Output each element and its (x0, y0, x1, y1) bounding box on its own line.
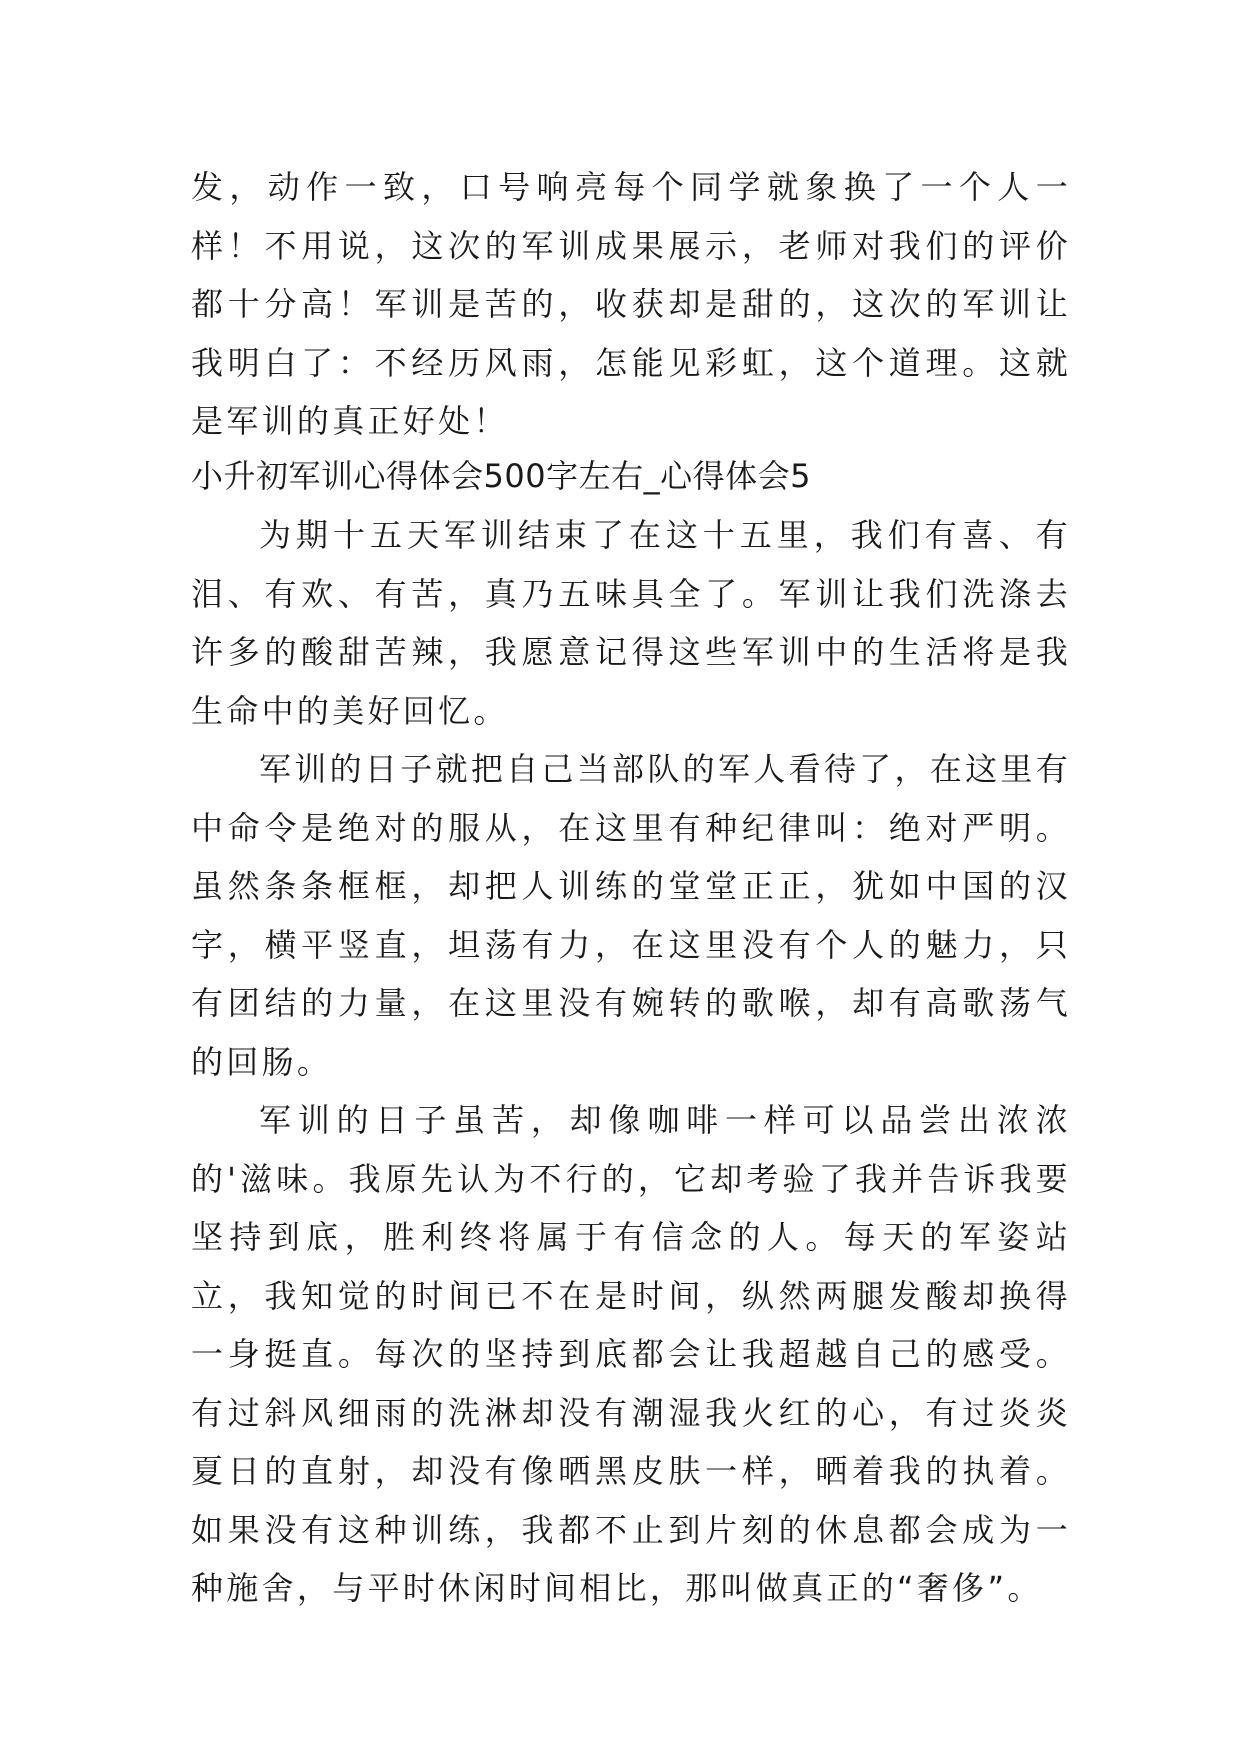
section-title: 小升初军训心得体会500字左右_心得体会5 (191, 457, 811, 495)
body-paragraph: 军训的日子虽苦，却像咖啡一样可以品尝出浓浓的'滋味。我原先认为不行的，它却考验了我并告诉我要坚持到底，胜利终将属于有信念的人。每天的军姿站立，我知觉的时间已不在是时间，纵然两腿发酸却换得一身挺直。每次的坚持到底都会让我超越自己的感受。有过斜风细雨的洗淋却没有潮湿我火红的心，有过炎炎夏日的直射，却没有像晒黑皮肤一样，晒着我的执着。如果没有这种训练，我都不止到片刻的休息都会成为一种施舍，与平时休闲时间相比，那叫做真正的“奢侈”。 (191, 1101, 1071, 1607)
intro-paragraph: 发，动作一致，口号响亮每个同学就象换了一个人一样！不用说，这次的军训成果展示，老师对我们的评价都十分高！军训是苦的，收获却是甜的，这次的军训让我明白了：不经历风雨，怎能见彩虹，这个道理。这就是军训的真正好处！ (191, 168, 1071, 440)
body-paragraph: 军训的日子就把自己当部队的军人看待了，在这里有中命令是绝对的服从，在这里有种纪律叫：绝对严明。虽然条条框框，却把人训练的堂堂正正，犹如中国的汉字，横平竖直，坦荡有力，在这里没有个人的魅力，只有团结的力量，在这里没有婉转的歌喉，却有高歌荡气的回肠。 (191, 750, 1071, 1081)
body-paragraph: 为期十五天军训结束了在这十五里，我们有喜、有泪、有欢、有苦，真乃五味具全了。军训让我们洗涤去许多的酸甜苦辣，我愿意记得这些军训中的生活将是我生命中的美好回忆。 (191, 516, 1071, 730)
article-body (191, 506, 1071, 1618)
